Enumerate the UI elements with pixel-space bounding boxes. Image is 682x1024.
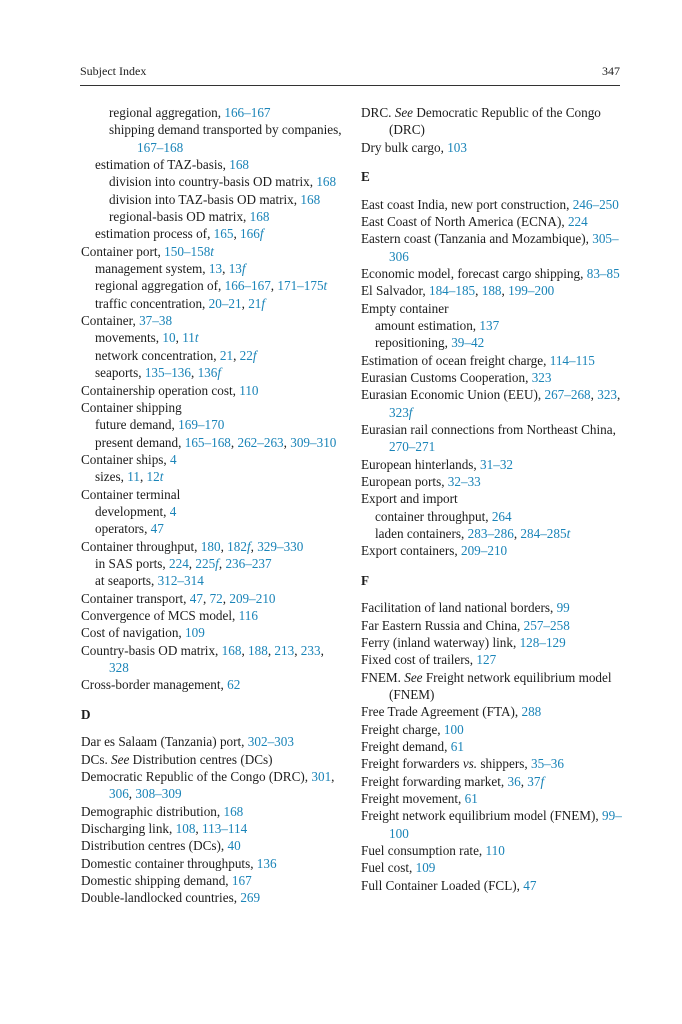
page-reference-link[interactable]: 22f [239, 347, 257, 363]
index-subentry [81, 572, 343, 589]
page-reference-link[interactable]: 37–38 [139, 313, 173, 329]
entry-term: Economic model, forecast cargo shipping, [361, 265, 587, 281]
page-reference-link[interactable]: 309–310 [290, 434, 337, 450]
page-reference-link[interactable]: 236–237 [225, 555, 272, 571]
page-reference-link[interactable]: 188 [248, 642, 268, 658]
index-subentry [81, 121, 343, 156]
index-entry [81, 382, 343, 399]
entry-term: Dry bulk cargo, [361, 139, 448, 155]
index-entry [81, 803, 343, 820]
index-entry: Freight forwarding market, 36, 37f [361, 773, 545, 789]
page-reference-link[interactable]: 4 [170, 451, 177, 467]
entry-term: Freight network equilibrium model (FNEM), [361, 808, 603, 824]
page-reference-link[interactable]: 21f [248, 295, 266, 311]
entry-term: Full Container Loaded (FCL), [361, 877, 524, 893]
index-entry [361, 456, 623, 473]
entry-term: estimation of TAZ-basis, [95, 157, 230, 173]
entry-term: at seaports, [95, 573, 158, 589]
entry-term: development, [95, 503, 170, 519]
entry-term: Convergence of MCS model, [81, 607, 239, 623]
index-entry [361, 755, 623, 772]
entry-term: Cross-border management, [81, 677, 228, 693]
entry-term: Eurasian Customs Cooperation, [361, 370, 532, 385]
index-entry [361, 421, 623, 456]
page-reference-link[interactable]: 47 [189, 590, 203, 606]
page-reference-link[interactable]: 136f [197, 365, 222, 381]
entry-term: Container throughput, [81, 538, 201, 554]
page-reference-link[interactable]: 301 [311, 768, 332, 784]
index-entry [361, 542, 623, 559]
entry-term: East Coast of North America (ECNA), [361, 213, 568, 229]
page-reference-link[interactable]: 109 [185, 625, 205, 641]
entry-term: Freight charge, [361, 721, 444, 737]
page-reference-link[interactable]: 166–167 [224, 105, 271, 120]
index-subentry [81, 416, 343, 433]
entry-term: laden containers, [375, 526, 468, 542]
index-subentry [361, 317, 623, 334]
index-entry [361, 669, 623, 704]
index-entry [361, 490, 623, 507]
entry-term: Ferry (inland waterway) link, [361, 635, 520, 650]
index-entry: Container throughput, 180, 182f, 329–330 [81, 538, 304, 554]
page-reference-link[interactable]: 209–210 [460, 543, 508, 559]
index-entry [361, 473, 623, 490]
see-reference-target: Freight network equilibrium model (FNEM) [389, 669, 612, 703]
page-reference-link[interactable]: 168 [249, 209, 270, 225]
index-entry [361, 599, 623, 616]
see-reference-label: See [394, 105, 414, 120]
page-reference-link[interactable]: 224 [169, 555, 189, 571]
index-entry [81, 889, 343, 906]
index-entry [361, 721, 623, 738]
entry-term: regional aggregation of, [95, 278, 225, 294]
entry-term: European hinterlands, [361, 456, 481, 472]
entry-term: amount estimation, [375, 317, 480, 333]
entry-term: regional-basis OD matrix, [109, 209, 250, 225]
entry-term: Freight forwarding market, [361, 773, 508, 789]
page-reference-link[interactable]: 165–168 [184, 434, 231, 450]
page-reference-link[interactable]: 323f [389, 404, 413, 420]
index-subentry: traffic concentration, 20–21, 21f [95, 295, 266, 311]
index-entry [361, 807, 623, 842]
index-entry [81, 733, 343, 750]
page-reference-link[interactable]: 99–100 [389, 808, 622, 841]
entry-term: estimation process of, [95, 226, 214, 242]
entry-term: network concentration, [95, 347, 220, 363]
index-subentry [361, 508, 623, 525]
entry-term: El Salvador, [361, 283, 429, 299]
page-reference-link[interactable]: 246–250 [572, 196, 619, 212]
entry-term: Domestic container throughputs, [81, 855, 257, 871]
entry-term: Democratic Republic of the Congo (DRC), [81, 768, 312, 784]
entry-term: DCs. [81, 751, 112, 767]
index-entry [81, 312, 343, 329]
page-reference-link[interactable]: 284–285t [520, 526, 571, 542]
page-reference-link[interactable]: 31–32 [480, 456, 513, 472]
page-number: 347 [602, 64, 620, 78]
page-reference-link[interactable]: 306 [109, 786, 129, 802]
see-reference-target: Democratic Republic of the Congo (DRC) [389, 105, 601, 138]
page-reference-link[interactable]: 323 [597, 387, 618, 403]
entry-term: Container terminal [81, 486, 181, 502]
entry-term: Containership operation cost, [81, 382, 240, 398]
entry-term: Eurasian rail connections from Northeast China, [361, 422, 616, 438]
page-reference-link[interactable]: 188 [481, 283, 502, 299]
index-subentry [361, 334, 623, 351]
entry-term: Container ships, [81, 451, 171, 467]
entry-term: Discharging link, [81, 820, 176, 836]
index-entry [81, 399, 343, 416]
index-subentry: estimation process of, 165, 166f [95, 226, 264, 242]
page-reference-link[interactable]: 128–129 [519, 635, 566, 650]
index-subentry [81, 191, 343, 208]
entry-term: Country-basis OD matrix, [81, 642, 222, 658]
index-entry [361, 617, 623, 634]
page-reference-link[interactable]: 116 [238, 607, 258, 623]
page-reference-link[interactable]: 328 [109, 660, 129, 675]
page-reference-link[interactable]: 103 [447, 139, 467, 155]
index-entry [361, 196, 623, 213]
entry-term: Empty container [361, 300, 449, 316]
index-entry [81, 486, 343, 503]
page-reference-link[interactable]: 224 [567, 213, 588, 229]
index-subentry [81, 173, 343, 190]
index-entry [81, 855, 343, 872]
entry-term: future demand, [95, 417, 179, 433]
index-entry [361, 369, 623, 386]
page-reference-link[interactable]: 171–175t [277, 278, 328, 294]
page-reference-link[interactable]: 288 [521, 704, 542, 720]
page-reference-link[interactable]: 11 [127, 469, 140, 485]
entry-term: Far Eastern Russia and China, [361, 617, 524, 633]
entry-term: division into TAZ-basis OD matrix, [109, 191, 301, 207]
index-entry [361, 300, 623, 317]
index-subentry [81, 503, 343, 520]
entry-term: Cost of navigation, [81, 625, 186, 641]
entry-term: container throughput, [375, 508, 492, 524]
index-subentry [81, 156, 343, 173]
page-reference-link[interactable]: 199–200 [508, 283, 555, 299]
page-reference-link[interactable]: 213 [274, 642, 295, 658]
entry-term: present demand, [95, 434, 185, 450]
index-entry [361, 859, 623, 876]
entry-term: Dar es Salaam (Tanzania) port, [81, 734, 248, 750]
section-letter-d: D [81, 706, 91, 722]
page-reference-link[interactable]: 100 [443, 721, 464, 737]
page-reference-link[interactable]: 20–21 [208, 295, 242, 311]
page-reference-link[interactable]: 270–271 [389, 439, 436, 455]
index-entry [361, 651, 623, 668]
entry-term: Facilitation of land national borders, [361, 600, 557, 616]
entry-term: Domestic shipping demand, [81, 872, 232, 888]
page-reference-link[interactable]: 83–85 [586, 265, 620, 281]
entry-term-vs: vs. [462, 756, 478, 772]
page-reference-link[interactable]: 150–158t [164, 243, 214, 259]
see-reference-label: See [404, 669, 423, 685]
page-reference-link[interactable]: 136 [256, 855, 277, 871]
entry-term: Freight forwarders [361, 756, 463, 772]
page-reference-link[interactable]: 233 [300, 642, 321, 658]
index-subentry: sizes, 11, 12t [95, 469, 164, 485]
page-reference-link[interactable]: 165 [213, 226, 234, 242]
index-entry [361, 703, 623, 720]
index-entry: Eurasian Economic Union (EEU), 267–268, 323, 323f [361, 387, 621, 420]
index-entry [361, 213, 623, 230]
index-entry [361, 265, 623, 282]
index-subentry: in SAS ports, 224, 225f, 236–237 [95, 555, 272, 571]
page-reference-link[interactable]: 167 [231, 872, 252, 888]
index-column-left [81, 104, 343, 907]
index-entry [81, 451, 343, 468]
page-reference-link[interactable]: 264 [491, 508, 512, 524]
entry-term: Fixed cost of trailers, [361, 652, 477, 668]
index-subentry: network concentration, 21, 22f [95, 347, 257, 363]
index-entry: El Salvador, 184–185, 188, 199–200 [361, 283, 555, 299]
page-reference-link[interactable]: 12t [146, 469, 164, 485]
entry-term: traffic concentration, [95, 295, 209, 311]
section-letter-f: F [361, 572, 370, 588]
page-reference-link[interactable]: 109 [415, 860, 436, 876]
index-subentry: laden containers, 283–286, 284–285t [375, 526, 571, 542]
page-reference-link[interactable]: 110 [485, 843, 505, 859]
page-reference-link[interactable]: 308–309 [135, 786, 182, 802]
index-entry [81, 243, 343, 260]
page-reference-link[interactable]: 166–167 [224, 278, 271, 294]
index-entry [361, 634, 623, 651]
entry-term: European ports, [361, 474, 448, 490]
entry-term: FNEM. [361, 669, 405, 685]
page-reference-link[interactable]: 108 [175, 820, 196, 836]
entry-term: Fuel cost, [361, 860, 416, 876]
running-header-title: Subject Index [80, 64, 147, 78]
running-header [80, 64, 620, 82]
index-entry: Democratic Republic of the Congo (DRC), 301, 306, 308–309 [81, 768, 335, 802]
entry-term: Freight movement, [361, 791, 465, 807]
entry-term: in SAS ports, [95, 555, 170, 571]
header-rule [80, 85, 620, 86]
entry-term: Fuel consumption rate, [361, 843, 486, 859]
page-reference-link[interactable]: 47 [150, 521, 164, 537]
page-reference-link[interactable]: 39–42 [451, 335, 485, 351]
page-reference-link[interactable]: 182f [227, 538, 251, 554]
entry-term: Export and import [361, 491, 458, 507]
page-reference-link[interactable]: 127 [476, 652, 497, 668]
page-reference-link[interactable]: 302–303 [247, 734, 294, 750]
entry-term: operators, [95, 521, 151, 537]
page-reference-link[interactable]: 269 [240, 890, 261, 906]
page-reference-link[interactable]: 36 [507, 773, 521, 789]
index-entry [361, 738, 623, 755]
page-reference-link[interactable]: 110 [239, 382, 259, 398]
page-reference-link[interactable]: 13 [208, 261, 223, 277]
page-reference-link[interactable]: 168 [223, 803, 244, 819]
page-reference-link[interactable]: 267–268 [544, 387, 591, 403]
entry-term: Double-landlocked countries, [81, 890, 241, 906]
page-reference-link[interactable]: 305–306 [389, 231, 619, 264]
entry-term: Container shipping [81, 399, 182, 415]
page-reference-link[interactable]: 329–330 [257, 538, 304, 554]
index-entry [81, 607, 343, 624]
index-entry: Country-basis OD matrix, 168, 188, 213, 233, 328 [81, 642, 324, 675]
index-entry [361, 104, 623, 139]
page-reference-link[interactable]: 257–258 [523, 617, 570, 633]
page-reference-link[interactable]: 168 [316, 174, 337, 190]
entry-term: movements, [95, 330, 163, 346]
page-reference-link[interactable]: 32–33 [447, 474, 481, 490]
index-entry [81, 676, 343, 693]
see-reference-target: Distribution centres (DCs) [129, 751, 273, 767]
index-column-right [361, 104, 623, 894]
entry-term: shipping demand transported by companies, [109, 122, 342, 138]
index-entry [81, 624, 343, 641]
page-reference-link[interactable]: 99 [556, 600, 570, 616]
page-reference-link[interactable]: 168 [229, 157, 249, 173]
index-subentry [81, 104, 343, 121]
entry-term: Container port, [81, 243, 165, 259]
page-reference-link[interactable]: 114–115 [549, 352, 595, 368]
entry-term: division into country-basis OD matrix, [109, 174, 317, 190]
index-subentry: movements, 10, 11t [95, 330, 199, 346]
entry-term: East coast India, new port construction, [361, 196, 573, 212]
entry-term: repositioning, [375, 335, 452, 351]
page-reference-link[interactable]: 323 [531, 370, 552, 385]
entry-term: seaports, [95, 365, 145, 381]
page-reference-link[interactable]: 312–314 [157, 573, 204, 589]
entry-term: Container transport, [81, 590, 190, 606]
page-reference-link[interactable]: 209–210 [229, 590, 276, 606]
index-entry [361, 139, 623, 156]
page-reference-link[interactable]: 35–36 [530, 756, 564, 772]
entry-term: Free Trade Agreement (FTA), [361, 704, 522, 720]
page-reference-link[interactable]: 166f [240, 226, 264, 242]
entry-term: Eurasian Economic Union (EEU), [361, 387, 545, 403]
page-reference-link[interactable]: 283–286 [467, 526, 514, 542]
index-entry [361, 877, 623, 894]
entry-term: regional aggregation, [109, 105, 225, 120]
page-reference-link[interactable]: 137 [479, 317, 500, 333]
index-subentry [81, 520, 343, 537]
page-reference-link[interactable]: 37f [527, 773, 545, 789]
entry-term: management system, [95, 261, 209, 277]
index-subentry: management system, 13, 13f [95, 261, 246, 277]
entry-term: DRC. [361, 105, 395, 120]
entry-term: Container, [81, 313, 140, 329]
entry-term: Freight demand, [361, 739, 451, 755]
page-reference-link[interactable]: 11t [182, 330, 199, 346]
page-reference-link[interactable]: 61 [450, 739, 464, 755]
page-reference-link[interactable]: 47 [523, 877, 537, 893]
index-entry [361, 790, 623, 807]
page-reference-link[interactable]: 262–263 [237, 434, 284, 450]
page-reference-link[interactable]: 180 [200, 538, 221, 554]
page-reference-link[interactable]: 13f [228, 261, 246, 277]
index-entry: Discharging link, 108, 113–114 [81, 820, 248, 836]
page-reference-link[interactable]: 62 [227, 677, 241, 693]
page-reference-link[interactable]: 21 [219, 347, 234, 363]
page-reference-link[interactable]: 113–114 [202, 820, 248, 836]
page-reference-link[interactable]: 135–136 [144, 365, 191, 381]
page-reference-link[interactable]: 40 [227, 838, 241, 854]
page-reference-link[interactable]: 10 [162, 330, 176, 346]
entry-term: Eastern coast (Tanzania and Mozambique), [361, 231, 593, 247]
entry-term: Export containers, [361, 543, 461, 559]
page-reference-link[interactable]: 169–170 [178, 417, 225, 433]
index-entry [81, 751, 343, 768]
page-reference-link[interactable]: 184–185 [428, 283, 476, 299]
entry-term: shippers, [477, 756, 531, 772]
page-reference-link[interactable]: 61 [464, 791, 478, 807]
see-reference-label: See [111, 751, 130, 767]
index-subentry: seaports, 135–136, 136f [95, 365, 222, 381]
index-entry [361, 230, 623, 265]
section-letter-e: E [361, 169, 370, 185]
index-subentry: regional aggregation of, 166–167, 171–175t [95, 278, 328, 294]
entry-term: Distribution centres (DCs), [81, 838, 228, 854]
index-entry [361, 842, 623, 859]
page-reference-link[interactable]: 72 [209, 590, 223, 606]
page-reference-link[interactable]: 225f [195, 555, 219, 571]
entry-term: Demographic distribution, [81, 803, 224, 819]
index-entry [81, 872, 343, 889]
page-reference-link[interactable]: 168 [221, 642, 242, 658]
page-reference-link[interactable]: 4 [169, 503, 177, 519]
entry-term: sizes, [95, 469, 128, 485]
index-entry [361, 352, 623, 369]
index-subentry [81, 208, 343, 225]
index-entry [81, 837, 343, 854]
index-subentry: present demand, 165–168, 262–263, 309–310 [95, 434, 337, 450]
page-reference-link[interactable]: 168 [300, 191, 321, 207]
entry-term: Estimation of ocean freight charge, [361, 352, 550, 368]
page-reference-link[interactable]: 167–168 [137, 139, 184, 155]
index-entry: Container transport, 47, 72, 209–210 [81, 590, 276, 606]
